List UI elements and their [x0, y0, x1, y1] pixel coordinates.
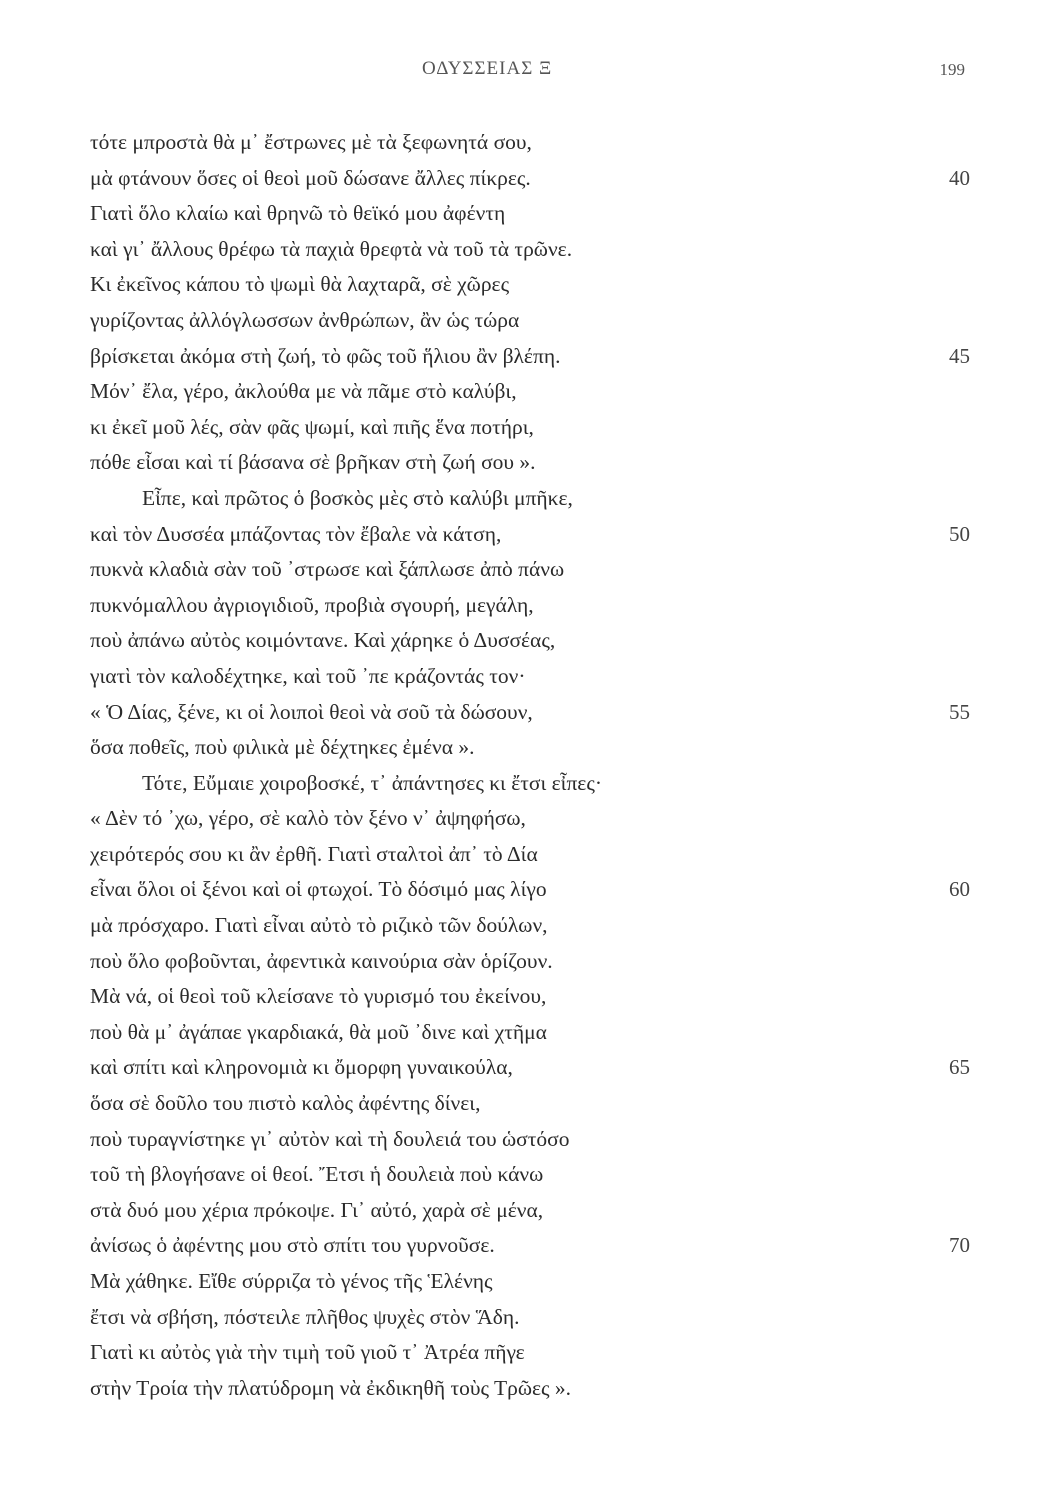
verse-text-block: [90, 125, 970, 1406]
verse-line: [90, 1371, 970, 1407]
verse-line: [90, 944, 970, 980]
verse-line-text: Μὰ νά, οἱ θεοὶ τοῦ κλείσανε τὸ γυρισμό του ἐκείνου,: [90, 984, 547, 1009]
verse-line: [90, 1335, 970, 1371]
line-number: 45: [949, 343, 970, 368]
verse-line: [90, 1193, 970, 1229]
verse-line: [90, 908, 970, 944]
verse-line: [90, 481, 970, 517]
verse-line-text: ἔτσι νὰ σβήση, πόστειλε πλῆθος ψυχὲς στὸν Ἅδη.: [90, 1304, 520, 1329]
verse-line-text: Εἶπε, καὶ πρῶτος ὁ βοσκὸς μὲς στὸ καλύβι μπῆκε,: [142, 485, 573, 510]
verse-line-text: τότε μπροστὰ θὰ μ᾽ ἔστρωνες μὲ τὰ ξεφωνητά σου,: [90, 130, 532, 154]
page-number: 199: [939, 60, 965, 79]
verse-line-text: « Ὁ Δίας, ξένε, κι οἱ λοιποὶ θεοὶ νὰ σοῦ τὰ δώσουν,: [90, 699, 533, 724]
verse-line: [90, 410, 970, 446]
verse-line: [90, 730, 970, 766]
verse-line: [90, 979, 970, 1015]
verse-line-text: στὰ δυό μου χέρια πρόκοψε. Γι᾽ αὐτό, χαρὰ σὲ μένα,: [90, 1197, 544, 1222]
verse-line-text: γιατὶ τὸν καλοδέχτηκε, καὶ τοῦ ᾽πε κράζοντάς τον·: [90, 663, 526, 688]
line-number: 70: [949, 1233, 970, 1258]
verse-line: [90, 196, 970, 232]
verse-line: [90, 1300, 970, 1336]
verse-line: [90, 766, 970, 802]
verse-line-text: Κι ἐκεῖνος κάπου τὸ ψωμὶ θὰ λαχταρᾶ, σὲ χῶρες: [90, 272, 510, 297]
verse-line-text: ποὺ τυραγνίστηκε γι᾽ αὐτὸν καὶ τὴ δουλειά του ὡστόσο: [90, 1126, 570, 1151]
running-title: ΟΔΥΣΣΕΙΑΣ Ξ: [422, 58, 553, 79]
verse-line: [90, 374, 970, 410]
verse-line: [90, 837, 970, 873]
verse-line: [90, 161, 970, 197]
line-number: 55: [949, 699, 970, 724]
verse-line: [90, 552, 970, 588]
line-number: 40: [949, 165, 970, 190]
verse-line: [90, 801, 970, 837]
line-number: 65: [949, 1055, 970, 1080]
verse-line-text: εἶναι ὅλοι οἱ ξένοι καὶ οἱ φτωχοί. Τὸ δόσιμό μας λίγο: [90, 877, 547, 902]
verse-line: [90, 659, 970, 695]
verse-line-text: Γιατὶ κι αὐτὸς γιὰ τὴν τιμὴ τοῦ γιοῦ τ᾽ Ἀτρέα πῆγε: [90, 1340, 525, 1365]
verse-line-text: γυρίζοντας ἀλλόγλωσσων ἀνθρώπων, ἂν ὡς τώρα: [90, 307, 520, 332]
verse-line: [90, 517, 970, 553]
line-number: 60: [949, 877, 970, 902]
verse-line-text: μὰ φτάνουν ὅσες οἱ θεοὶ μοῦ δώσανε ἄλλες πίκρες.: [90, 165, 531, 190]
verse-line-text: ὅσα σὲ δοῦλο του πιστὸ καλὸς ἀφέντης δίνει,: [90, 1091, 481, 1116]
verse-line-text: πυκνόμαλλου ἀγριογιδιοῦ, προβιὰ σγουρή, μεγάλη,: [90, 592, 534, 617]
verse-line-text: ποὺ ὅλο φοβοῦνται, ἀφεντικὰ καινούρια σὰν ὁρίζουν.: [90, 948, 553, 973]
verse-line-text: τοῦ τὴ βλογήσανε οἱ θεοί. Ἔτσι ἡ δουλειὰ ποὺ κάνω: [90, 1162, 544, 1187]
verse-line: [90, 1086, 970, 1122]
verse-line: [90, 1228, 970, 1264]
verse-line-text: στὴν Τροία τὴν πλατύδρομη νὰ ἐκδικηθῆ τοὺς Τρῶες ».: [90, 1375, 572, 1400]
verse-line: [90, 232, 970, 268]
verse-line-text: καὶ γι᾽ ἄλλους θρέφω τὰ παχιὰ θρεφτὰ νὰ τοῦ τὰ τρῶνε.: [90, 236, 573, 261]
verse-line: [90, 339, 970, 375]
verse-line-text: « Δὲν τό ᾽χω, γέρο, σὲ καλὸ τὸν ξένο ν᾽ ἀψηφήσω,: [90, 806, 526, 831]
line-number: 50: [949, 521, 970, 546]
verse-line: [90, 588, 970, 624]
verse-line-text: πόθε εἶσαι καὶ τί βάσανα σὲ βρῆκαν στὴ ζωή σου ».: [90, 450, 536, 475]
verse-line-text: Μὰ χάθηκε. Εἴθε σύρριζα τὸ γένος τῆς Ἑλένης: [90, 1269, 493, 1293]
verse-line: [90, 623, 970, 659]
verse-line: [90, 267, 970, 303]
verse-line-text: ποὺ θὰ μ᾽ ἀγάπαε γκαρδιακά, θὰ μοῦ ᾽δινε καὶ χτῆμα: [90, 1019, 547, 1044]
verse-line-text: Μόν᾽ ἔλα, γέρο, ἀκλούθα με νὰ πᾶμε στὸ καλύβι,: [90, 379, 517, 404]
running-header: [0, 58, 1057, 88]
verse-line: [90, 1157, 970, 1193]
verse-line-text: ποὺ ἀπάνω αὐτὸς κοιμόντανε. Καὶ χάρηκε ὁ Δυσσέας,: [90, 628, 556, 653]
verse-line-text: χειρότερός σου κι ἂν ἐρθῆ. Γιατὶ σταλτοὶ ἀπ᾽ τὸ Δία: [90, 841, 538, 866]
verse-line-text: ἀνίσως ὁ ἀφέντης μου στὸ σπίτι του γυρνοῦσε.: [90, 1233, 495, 1258]
verse-line: [90, 872, 970, 908]
verse-line-text: πυκνὰ κλαδιὰ σὰν τοῦ ᾽στρωσε καὶ ξάπλωσε ἀπὸ πάνω: [90, 557, 565, 582]
verse-line: [90, 1264, 970, 1300]
verse-line: [90, 695, 970, 731]
verse-line: [90, 303, 970, 339]
verse-line: [90, 125, 970, 161]
verse-line-text: μὰ πρόσχαρο. Γιατὶ εἶναι αὐτὸ τὸ ριζικὸ τῶν δούλων,: [90, 913, 548, 938]
verse-line-text: Τότε, Εὔμαιε χοιροβοσκέ, τ᾽ ἀπάντησες κι ἔτσι εἶπες·: [142, 770, 603, 795]
verse-line-text: ὅσα ποθεῖς, ποὺ φιλικὰ μὲ δέχτηκες ἐμένα ».: [90, 735, 475, 760]
verse-line-text: κι ἐκεῖ μοῦ λές, σὰν φᾶς ψωμί, καὶ πιῆς ἕνα ποτήρι,: [90, 414, 534, 439]
verse-line-text: καὶ τὸν Δυσσέα μπάζοντας τὸν ἔβαλε νὰ κάτση,: [90, 521, 502, 546]
verse-line: [90, 1122, 970, 1158]
verse-line-text: Γιατὶ ὅλο κλαίω καὶ θρηνῶ τὸ θεϊκό μου ἀφέντη: [90, 201, 506, 226]
verse-line-text: βρίσκεται ἀκόμα στὴ ζωή, τὸ φῶς τοῦ ἥλιου ἂν βλέπη.: [90, 343, 561, 368]
verse-line: [90, 1015, 970, 1051]
verse-line: [90, 1050, 970, 1086]
verse-line: [90, 445, 970, 481]
verse-line-text: καὶ σπίτι καὶ κληρονομιὰ κι ὄμορφη γυναικούλα,: [90, 1055, 513, 1080]
